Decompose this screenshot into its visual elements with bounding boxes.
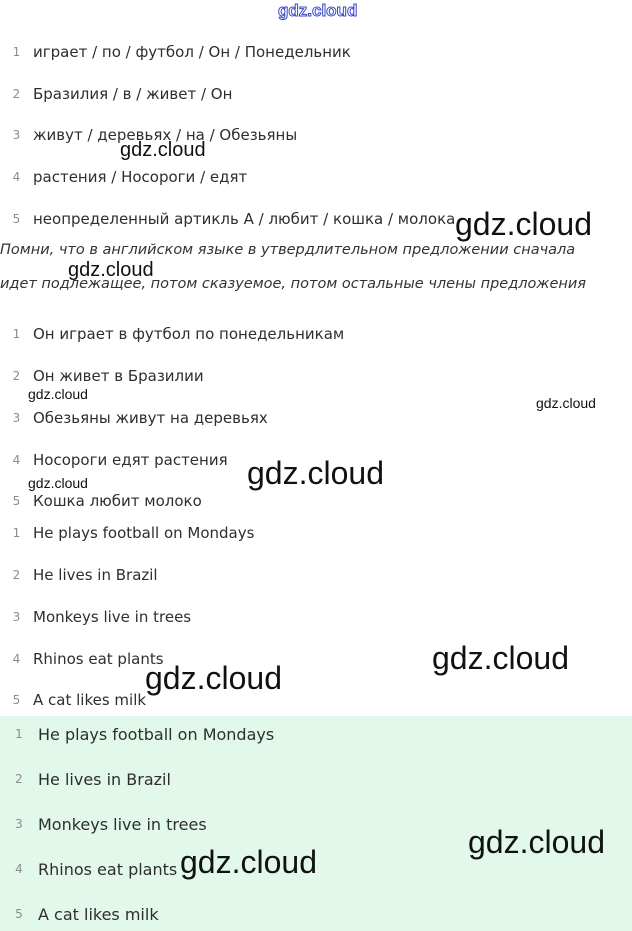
item-text: Rhinos eat plants — [33, 650, 164, 668]
item-text: He lives in Brazil — [33, 566, 158, 584]
item-text: A cat likes milk — [33, 691, 147, 709]
list-item — [0, 562, 632, 588]
item-number: 2 — [15, 772, 23, 786]
watermark: gdz.cloud — [28, 475, 88, 491]
item-number: 2 — [12, 369, 21, 383]
item-text: живут / деревьях / на / Обезьяны — [33, 126, 298, 144]
list-item — [0, 901, 632, 927]
watermark: gdz.cloud — [28, 386, 88, 402]
note-line-1: Помни, что в английском языке в утвердлительном предложении сначала — [0, 242, 576, 258]
item-text: Monkeys live in trees — [38, 814, 207, 834]
item-text: He plays football on Mondays — [38, 724, 275, 744]
item-number: 4 — [12, 453, 21, 467]
watermark: gdz.cloud — [536, 395, 596, 411]
item-text: He plays football on Mondays — [33, 524, 255, 542]
item-text: Monkeys live in trees — [33, 608, 192, 626]
item-text: растения / Носороги / едят — [33, 168, 248, 186]
watermark: gdz.cloud — [120, 139, 206, 161]
watermark: gdz.cloud — [180, 844, 317, 880]
item-text: Он живет в Бразилии — [33, 367, 204, 385]
item-number: 5 — [15, 907, 23, 921]
watermark: gdz.cloud — [145, 660, 282, 696]
watermark: gdz.cloud — [432, 640, 569, 676]
list-item — [0, 81, 632, 107]
item-number: 1 — [15, 727, 23, 741]
item-number: 2 — [12, 87, 21, 101]
item-number: 4 — [12, 652, 21, 666]
list-item — [0, 321, 632, 347]
list-item — [0, 604, 632, 630]
item-number: 5 — [12, 693, 21, 707]
item-number: 1 — [12, 526, 21, 540]
item-text: Носороги едят растения — [33, 451, 228, 469]
list-item — [0, 687, 632, 713]
item-number: 3 — [15, 817, 23, 831]
watermark: gdz.cloud — [468, 824, 605, 860]
note-line-2: идет подлежащее, потом сказуемое, потом остальные члены предложения — [0, 276, 586, 292]
item-text: He lives in Brazil — [38, 769, 171, 789]
item-text: Кошка любит молоко — [33, 492, 202, 510]
item-number: 2 — [12, 568, 21, 582]
item-text: Он играет в футбол по понедельникам — [33, 325, 345, 343]
list-item — [0, 721, 632, 747]
item-number: 1 — [12, 45, 21, 59]
list-item — [0, 122, 632, 148]
watermark: gdz.cloud — [68, 259, 154, 281]
item-text: A cat likes milk — [38, 904, 159, 924]
list-item — [0, 363, 632, 389]
item-number: 3 — [12, 128, 21, 142]
item-number: 5 — [12, 212, 21, 226]
item-number: 4 — [15, 862, 23, 876]
list-item — [0, 39, 632, 65]
list-item — [0, 488, 632, 514]
watermark: gdz.cloud — [455, 206, 592, 242]
item-text: играет / по / футбол / Он / Понедельник — [33, 43, 351, 61]
item-number: 1 — [12, 327, 21, 341]
item-number: 5 — [12, 494, 21, 508]
list-item — [0, 520, 632, 546]
list-item — [0, 164, 632, 190]
list-item — [0, 766, 632, 792]
item-text: Обезьяны живут на деревьях — [33, 409, 268, 427]
item-text: Rhinos eat plants — [38, 859, 178, 879]
watermark: gdz.cloud — [247, 455, 384, 491]
item-text: неопределенный артикль A / любит / кошка / молока — [33, 210, 456, 228]
item-text: Бразилия / в / живет / Он — [33, 85, 233, 103]
item-number: 3 — [12, 411, 21, 425]
watermark-top: gdz.cloud — [278, 1, 358, 20]
item-number: 3 — [12, 610, 21, 624]
item-number: 4 — [12, 170, 21, 184]
